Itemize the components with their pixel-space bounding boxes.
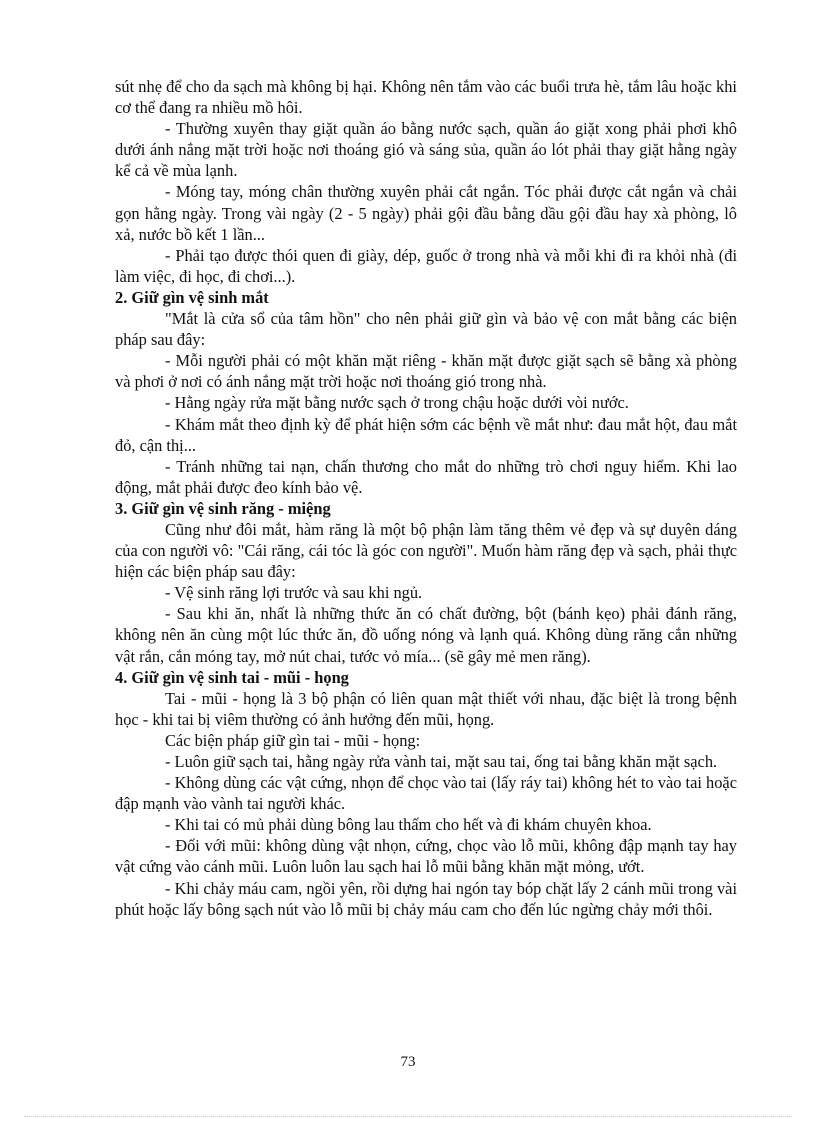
body-paragraph: Các biện pháp giữ gìn tai - mũi - họng: xyxy=(165,730,421,750)
body-paragraph: - Khi tai có mủ phải dùng bông lau thấm cho hết và đi khám chuyên khoa. xyxy=(165,815,652,835)
body-paragraph: - Hằng ngày rửa mặt bằng nước sạch ở trong chậu hoặc dưới vòi nước. xyxy=(165,393,629,413)
page-body xyxy=(115,76,737,920)
body-paragraph: - Móng tay, móng chân thường xuyên phải cắt ngắn. Tóc phải được cắt ngắn và chải gọn hằng ngày. Trong vài ngày (2 - 5 ngày) phải gội đầu bằng dầu gội đầu hay xà phòng, lô xả, nước bồ kết 1 lần... xyxy=(115,182,737,244)
body-paragraph: "Mắt là cửa sổ của tâm hồn" cho nên phải giữ gìn và bảo vệ con mắt bằng các biện pháp sau đây: xyxy=(115,309,737,350)
body-paragraph: sút nhẹ để cho da sạch mà không bị hại. Không nên tắm vào các buổi trưa hè, tắm lâu hoặc khi cơ thể đang ra nhiều mồ hôi. xyxy=(115,77,737,118)
body-paragraph: - Khám mắt theo định kỳ để phát hiện sớm các bệnh về mắt như: đau mắt hột, đau mắt đỏ, cận thị... xyxy=(115,414,737,455)
body-paragraph: - Vệ sinh răng lợi trước và sau khi ngủ. xyxy=(165,583,423,603)
section-heading: 3. Giữ gìn vệ sinh răng - miệng xyxy=(115,498,331,518)
page-number: 73 xyxy=(400,1054,416,1070)
body-paragraph: Cũng như đôi mắt, hàm răng là một bộ phận làm tăng thêm vẻ đẹp và sự duyên dáng của con người vô: "Cái răng, cái tóc là góc con người". Muốn hàm răng đẹp và sạch, phải thực hiện các biện pháp sau đây: xyxy=(115,519,737,582)
body-paragraph: - Sau khi ăn, nhất là những thức ăn có chất đường, bột (bánh kẹo) phải đánh răng, không nên ăn cùng một lúc thức ăn, đồ uống nóng và lạnh quá. Không dùng răng cắn những vật rắn, cắn móng tay, mở nút chai, tước vỏ mía... (sẽ gây mẻ men răng). xyxy=(115,604,737,666)
body-paragraph: - Phải tạo được thói quen đi giày, dép, guốc ở trong nhà và mỗi khi đi ra khỏi nhà (đi làm việc, đi học, đi chơi...). xyxy=(115,245,737,286)
body-paragraph: - Mỗi người phải có một khăn mặt riêng - khăn mặt được giặt sạch sẽ bằng xà phòng và phơi ở nơi có ánh nắng mặt trời hoặc nơi thoáng gió trong nhà. xyxy=(115,351,737,392)
section-heading: 4. Giữ gìn vệ sinh tai - mũi - họng xyxy=(115,667,349,687)
body-paragraph: - Không dùng các vật cứng, nhọn để chọc vào tai (lấy ráy tai) không hét to vào tai hoặc đập mạnh vào vành tai người khác. xyxy=(115,773,737,814)
section-heading: 2. Giữ gìn vệ sinh mắt xyxy=(115,287,269,307)
body-paragraph: Tai - mũi - họng là 3 bộ phận có liên quan mật thiết với nhau, đặc biệt là trong bệnh học - khi tai bị viêm thường có ảnh hưởng đến mũi, họng. xyxy=(115,688,737,729)
body-paragraph: - Luôn giữ sạch tai, hằng ngày rửa vành tai, mặt sau tai, ống tai bằng khăn mặt sạch. xyxy=(165,752,718,771)
body-paragraph: - Đối với mũi: không dùng vật nhọn, cứng, chọc vào lỗ mũi, không đập mạnh tay hay vật cứng vào cánh mũi. Luôn luôn lau sạch hai lỗ mũi bằng khăn mặt mỏng, ướt. xyxy=(115,836,737,877)
page-bottom-border xyxy=(24,1116,792,1117)
body-paragraph: - Thường xuyên thay giặt quần áo bằng nước sạch, quần áo giặt xong phải phơi khô dưới ánh nắng mặt trời hoặc nơi thoáng gió và sáng sủa, quần áo lót phải thay giặt hằng ngày kể cả về mùa lạnh. xyxy=(115,119,737,181)
body-paragraph: - Khi chảy máu cam, ngồi yên, rồi dựng hai ngón tay bóp chặt lấy 2 cánh mũi trong vài phút hoặc lấy bông sạch nút vào lỗ mũi bị chảy máu cam cho đến lúc ngừng chảy mới thôi. xyxy=(115,878,737,919)
body-paragraph: - Tránh những tai nạn, chấn thương cho mắt do những trò chơi nguy hiểm. Khi lao động, mắt phải được đeo kính bảo vệ. xyxy=(115,456,737,497)
